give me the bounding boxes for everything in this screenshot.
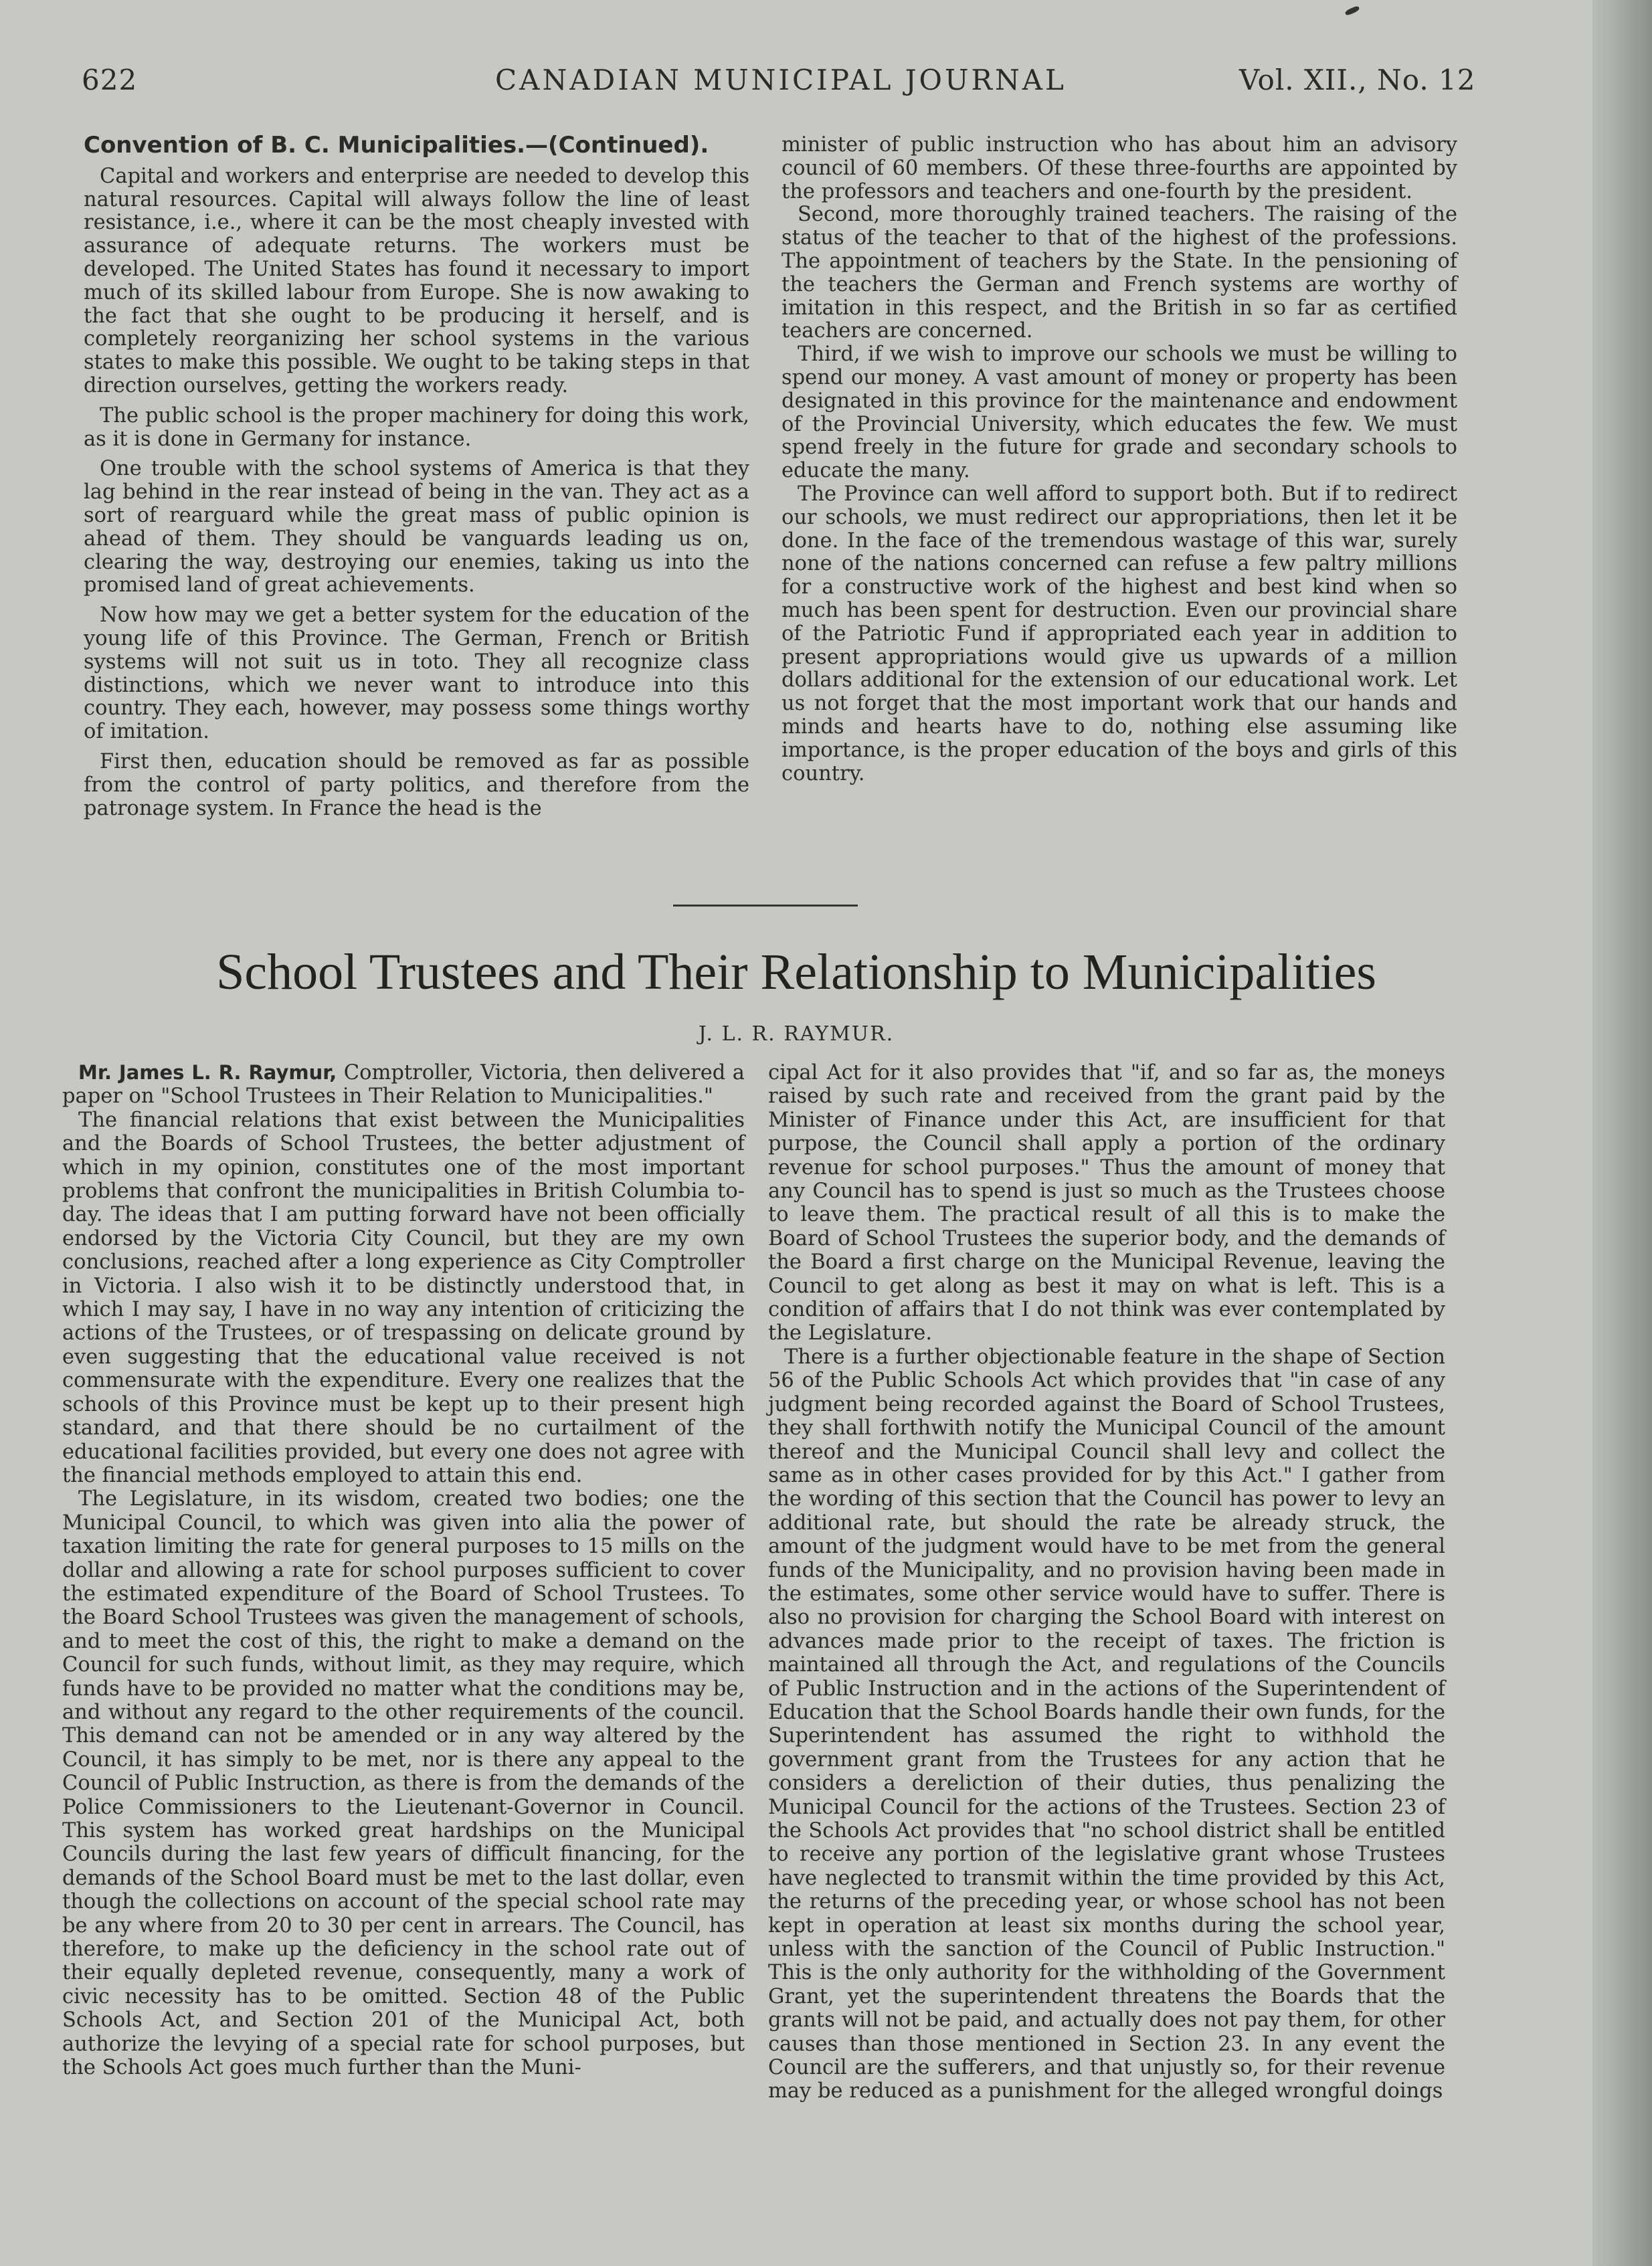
speaker-name: Mr. James L. R. Raymur, [78,1061,337,1084]
paragraph: Third, if we wish to improve our schools we must be willing to spend our money. A vast amount of money or property has been designated in this province for the maintenance and endowment of the Provincial University, which educates the few. We must spend freely in the future for grade and secondary schools to educate the many. [782,343,1457,483]
ink-speck [1344,5,1360,17]
journal-title: CANADIAN MUNICIPAL JOURNAL [495,64,1067,96]
continued-right-column [782,134,1457,785]
continued-left-column [84,134,749,820]
continued-heading: Convention of B. C. Municipalities.—(Continued). [84,132,709,159]
paragraph: There is a further objectionable feature in the shape of Section 56 of the Public Schools Act which provides that "in case of any judgment being recorded against the Board of School Trustees, they shall forthwith notify the Municipal Council of the amount thereof and the Municipal Council shall levy and collect the same as in other cases provided for by this Act." I gather from the wording of this section that the Council has power to levy an additional rate, but should the rate be already struck, the amount of the judgment would have to be met from the general funds of the Municipality, and no provision having been made in the estimates, some other service would have to suffer. There is also no provision for charging the School Board with interest on advances made prior to the receipt of taxes. The friction is maintained all through the Act, and regulations of the Councils of Public Instruction and in the actions of the Superintendent of Education that the School Boards handle their own funds, for the Superintendent has assumed the right to withhold the government grant from the Trustees for any action that he considers a dereliction of their duties, thus penalizing the Municipal Council for the actions of the Trustees. Section 23 of the Schools Act provides that "no school district shall be entitled to receive any portion of the legislative grant whose Trustees have neglected to transmit within the time provided by this Act, the returns of the preceding year, or whose school has not been kept in operation at least six months during the school year, unless with the sanction of the Council of Public Instruction." This is the only authority for the withholding of the Government Grant, yet the superintendent threatens the Boards that the grants will not be paid, and actually does not pay them, for other causes than those mentioned in Section 23. In any event the Council are the sufferers, and that unjustly so, for their revenue may be reduced as a punishment for the alleged wrongful doings [768,1345,1445,2103]
paragraph: Second, more thoroughly trained teachers. The raising of the status of the teacher to that of the highest of the professions. The appointment of teachers by the State. In the pensioning of the teachers the German and French systems are worthy of imitation in this respect, and the British in so far as certified teachers are concerned. [782,203,1457,343]
volume-issue: Vol. XII., No. 12 [1239,64,1476,96]
paragraph: The Province can well afford to support both. But if to redirect our schools, we must redirect our appropriations, then let it be done. In the face of the tremendous wastage of this war, surely none of the nations concerned can refuse a few paltry millions for a constructive work of the highest and best kind when so much has been spent for destruction. Even our provincial share of the Patriotic Fund if appropriated each year in addition to present appropriations would give us upwards of a million dollars additional for the extension of our educational work. Let us not forget that the most important work that our hands and minds and hearts have to do, nothing else assuming like importance, is the proper education of the boys and girls of this country. [782,482,1457,785]
paragraph: First then, education should be removed as far as possible from the control of party politics, and therefore from the patronage system. In France the head is the [84,749,749,820]
page-edge [1592,0,1652,2266]
paragraph: Now how may we get a better system for the education of the young life of this Province. The German, French or British systems will not suit us in toto. They all recognize class distinctions, which we never want to introduce into this country. They each, however, may possess some things worthy of imitation. [84,603,749,744]
section-divider [673,905,858,907]
paragraph: The Legislature, in its wisdom, created two bodies; one the Municipal Council, to which was given into alia the power of taxation limiting the rate for general purposes to 15 mills on the dollar and allowing a rate for school purposes sufficient to cover the estimated expenditure of the Board of School Trustees. To the Board School Trustees was given the management of schools, and to meet the cost of this, the right to make a demand on the Council for such funds, without limit, as they may require, which funds have to be provided no matter what the conditions may be, and without any regard to the other requirements of the council. This demand can not be amended or in any way altered by the Council, it has simply to be met, nor is there any appeal to the Council of Public Instruction, as there is from the demands of the Police Commissioners to the Lieutenant-Governor in Council. This system has worked great hardships on the Municipal Councils during the last few years of difficult financing, for the demands of the School Board must be met to the last dollar, even though the collections on account of the special school rate may be any where from 20 to 30 per cent in arrears. The Council, has therefore, to make up the deficiency in the school rate out of their equally depleted revenue, consequently, many a work of civic necessity has to be omitted. Section 48 of the Public Schools Act, and Section 201 of the Municipal Act, both authorize the levying of a special rate for school purposes, but the Schools Act goes much further than the Muni- [62,1487,745,2080]
intro-text: Comptroller, Victoria, then delivered a paper on "School Trustees in Their Relation to Municipalities." [62,1061,745,1109]
paragraph: One trouble with the school systems of America is that they lag behind in the rear instead of being in the van. They act as a sort of rearguard while the great mass of public opinion is ahead of them. They should be vanguards leading us on, clearing the way, destroying our enemies, taking us into the promised land of great achievements. [84,457,749,597]
paragraph [62,1061,745,1109]
page-number: 622 [82,64,138,96]
article-byline: J. L. R. RAYMUR. [698,1022,895,1046]
paragraph: Capital and workers and enterprise are needed to develop this natural resources. Capital will always follow the line of least resistance, i.e., where it can be the most cheaply invested with assurance of adequate returns. The workers must be developed. The United States has found it necessary to import much of its skilled labour from Europe. She is now awaking to the fact that she ought to be producing it herself, and is completely reorganizing her school systems in the various states to make this possible. We ought to be taking steps in that direction ourselves, getting the workers ready. [84,164,749,397]
paragraph: The financial relations that exist between the Municipalities and the Boards of School Trustees, the better adjustment of which in my opinion, constitutes one of the most important problems that confront the municipalities in British Columbia to-day. The ideas that I am putting forward have not been officially endorsed by the Victoria City Council, but they are my own conclusions, reached after a long experience as City Comptroller in Victoria. I also wish it to be distinctly understood that, in which I may say, I have in no way any intention of criticizing the actions of the Trustees, or of trespassing on delicate ground by even suggesting that the educational value received is not commensurate with the expenditure. Every one realizes that the schools of this Province must be kept up to their present high standard, and that there should be no curtailment of the educational facilities provided, but every one does not agree with the financial methods employed to attain this end. [62,1108,745,1487]
article-right-column [768,1061,1445,2103]
paragraph: cipal Act for it also provides that "if, and so far as, the moneys raised by such rate and received from the grant paid by the Minister of Finance under this Act, are insufficient for that purpose, the Council shall apply a portion of the ordinary revenue for school purposes." Thus the amount of money that any Council has to spend is just so much as the Trustees choose to leave them. The practical result of all this is to make the Board of School Trustees the superior body, and the demands of the Board a first charge on the Municipal Revenue, leaving the Council to get along as best it may on what is left. This is a condition of affairs that I do not think was ever contemplated by the Legislature. [768,1061,1445,1345]
paragraph: The public school is the proper machinery for doing this work, as it is done in Germany for instance. [84,403,749,451]
article-title: School Trustees and Their Relationship to Municipalities [216,944,1376,1000]
article-left-column [62,1061,745,2079]
paragraph: minister of public instruction who has about him an advisory council of 60 members. Of these three-fourths are appointed by the professors and teachers and one-fourth by the president. [782,133,1457,203]
